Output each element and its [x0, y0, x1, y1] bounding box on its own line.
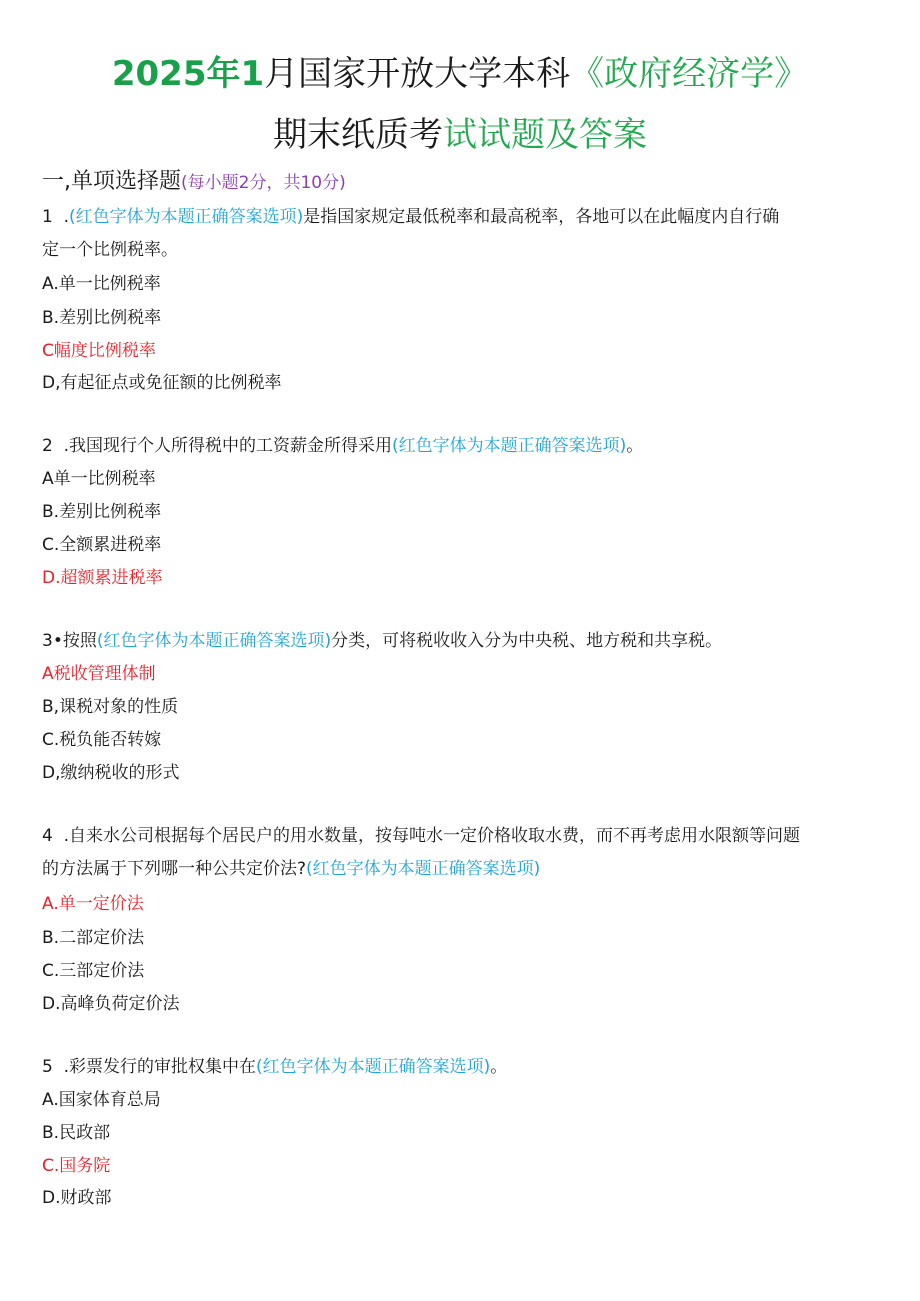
title-answers: 试试题及答案 [443, 115, 647, 155]
section-title: 一,单项选择题 [42, 169, 181, 194]
question-text: 按照 [62, 631, 97, 651]
question-1-stem-cont [42, 235, 178, 265]
option-3c: C.税负能否转嫁 [42, 730, 162, 750]
question-number: 4 . [42, 826, 70, 846]
question-2-stem [42, 431, 643, 461]
question-number: 2 . [42, 436, 70, 456]
question-text: 定一个比例税率。 [42, 240, 178, 260]
question-4-stem-cont [42, 854, 540, 884]
section-heading [42, 165, 346, 200]
option-4d: D.高峰负荷定价法 [42, 994, 180, 1014]
option-2b: B.差别比例税率 [42, 502, 162, 522]
answer-blank: (红色字体为本题正确答案选项) [69, 207, 304, 227]
question-text: 自来水公司根据每个居民户的用水数量，按每吨水一定价格收取水费，而不再考虑用水限额等问题 [69, 826, 801, 846]
title-line-2 [0, 113, 920, 157]
title-course: 《政府经济学》 [570, 54, 809, 94]
option-5c-correct: C.国务院 [42, 1156, 111, 1176]
question-text: 是指国家规定最低税率和最高税率，各地可以在此幅度内自行确 [303, 207, 780, 227]
option-2d-correct: D.超额累进税率 [42, 568, 163, 588]
title-exam: 期末纸质考 [273, 115, 443, 155]
section-hint: (每小题2分，共10分) [181, 173, 346, 193]
option-2c: C.全额累进税率 [42, 535, 162, 555]
question-text: 彩票发行的审批权集中在 [69, 1057, 257, 1077]
option-4a-correct: A.单一定价法 [42, 894, 144, 914]
question-1-stem [42, 202, 779, 232]
option-1a: A.单一比例税率 [42, 274, 161, 294]
question-text: 我国现行个人所得税中的工资薪金所得采用 [69, 436, 393, 456]
question-number: 5 . [42, 1057, 70, 1077]
option-5b: B.民政部 [42, 1123, 111, 1143]
answer-blank: (红色字体为本题正确答案选项) [392, 436, 627, 456]
option-1b: B.差别比例税率 [42, 308, 162, 328]
question-number: 3• [42, 631, 63, 651]
answer-blank: (红色字体为本题正确答案选项) [96, 631, 332, 651]
option-5d: D.财政部 [42, 1188, 112, 1208]
title-year: 2025年1 [111, 54, 265, 94]
question-text-end: 分类，可将税收收入分为中央税、地方税和共享税。 [331, 631, 723, 651]
option-5a: A.国家体育总局 [42, 1090, 161, 1110]
question-3-stem [42, 626, 722, 656]
question-number: 1 . [42, 207, 70, 227]
question-4-stem [42, 821, 800, 851]
option-3d: D,缴纳税收的形式 [42, 763, 180, 783]
option-3b: B,课税对象的性质 [42, 697, 179, 717]
question-text: 的方法属于下列哪一种公共定价法? [42, 859, 307, 879]
option-2a: A单一比例税率 [42, 469, 156, 489]
option-1c-correct: C幅度比例税率 [42, 341, 156, 361]
question-5-stem [42, 1052, 507, 1082]
question-text-end: 。 [490, 1057, 508, 1077]
title-line-1 [0, 52, 920, 96]
question-text-end: 。 [626, 436, 644, 456]
option-4c: C.三部定价法 [42, 961, 145, 981]
answer-blank: (红色字体为本题正确答案选项) [256, 1057, 491, 1077]
option-4b: B.二部定价法 [42, 928, 145, 948]
answer-blank: (红色字体为本题正确答案选项) [306, 859, 541, 879]
option-3a-correct: A税收管理体制 [42, 664, 156, 684]
option-1d: D,有起征点或免征额的比例税率 [42, 373, 282, 393]
title-main: 月国家开放大学本科 [264, 54, 571, 94]
